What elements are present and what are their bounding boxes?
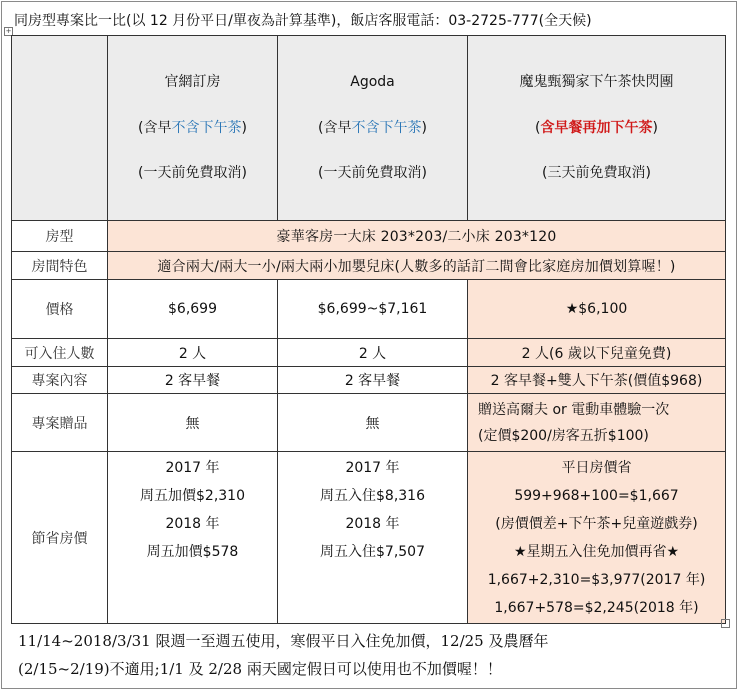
row-savings: [12, 452, 726, 624]
row-features: [12, 252, 726, 280]
header-official: [108, 36, 278, 221]
savings-official: [108, 452, 278, 624]
savings-line: (房價價差+下午茶+兒童遊戲券): [495, 515, 698, 532]
row-label: 專案贈品: [12, 394, 108, 452]
savings-line: 周五加價$2,310: [140, 488, 245, 504]
comparison-table: [11, 35, 726, 624]
cell-end-mark-icon: [721, 619, 730, 628]
savings-line: 周五加價$578: [146, 544, 239, 560]
price-exclusive: ★$6,100: [468, 280, 726, 339]
content-agoda: 2 客早餐: [278, 367, 468, 394]
row-label: 房間特色: [12, 252, 108, 280]
column-name: 魔鬼甄獨家下午茶快閃團: [519, 74, 674, 91]
breakfast-note: (含早不含下午茶): [138, 120, 247, 137]
row-label: 節省房價: [12, 452, 108, 624]
row-label: 專案內容: [12, 367, 108, 394]
cancel-note: (一天前免費取消): [318, 164, 427, 181]
savings-exclusive: [468, 452, 726, 624]
content-exclusive: 2 客早餐+雙人下午茶(價值$968): [468, 367, 726, 394]
intro-text: 同房型專案比一比(以 12 月份平日/單夜為計算基準)，飯店客服電話：03-2725-777(全天候): [14, 13, 592, 29]
header-agoda: [278, 36, 468, 221]
savings-line: 1,667+2,310=$3,977(2017 年): [487, 571, 706, 588]
gift-line: (定價$200/房客五折$100): [478, 427, 649, 444]
row-room-type: [12, 221, 726, 252]
gift-exclusive: [468, 394, 726, 452]
occupancy-agoda: 2 人: [278, 339, 468, 367]
savings-line: ★星期五入住免加價再省★: [513, 543, 680, 560]
content-official: 2 客早餐: [108, 367, 278, 394]
header-row: [12, 36, 726, 221]
breakfast-note: (含早不含下午茶): [318, 120, 427, 137]
row-label: 可入住人數: [12, 339, 108, 367]
cancel-note: (一天前免費取消): [138, 164, 247, 181]
savings-line: 2017 年: [345, 460, 400, 476]
header-empty-cell: [12, 36, 108, 221]
table-move-handle-icon[interactable]: +: [5, 27, 12, 35]
footer-line: 11/14~2018/3/31 限週一至週五使用，寒假平日入住免加價，12/25 及農曆年: [18, 632, 549, 650]
gift-agoda: 無: [278, 394, 468, 452]
occupancy-exclusive: 2 人(6 歲以下兒童免費): [468, 339, 726, 367]
row-label: 房型: [12, 221, 108, 252]
row-gift: [12, 394, 726, 452]
footer-line: (2/15~2/19)不適用;1/1 及 2/28 兩天國定假日可以使用也不加價喔！！: [18, 660, 502, 678]
footer-note: [18, 627, 718, 683]
header-exclusive: [468, 36, 726, 221]
savings-line: 周五入住$7,507: [320, 544, 425, 560]
row-occupancy: [12, 339, 726, 367]
savings-agoda: [278, 452, 468, 624]
savings-line: 周五入住$8,316: [320, 488, 425, 504]
savings-line: 2018 年: [165, 516, 220, 532]
features-value: 適合兩大/兩大一小/兩大兩小加嬰兒床(人數多的話訂二間會比家庭房加價划算喔！): [108, 252, 726, 280]
column-name: Agoda: [350, 74, 395, 91]
row-content: [12, 367, 726, 394]
cancel-note: (三天前免費取消): [542, 164, 651, 181]
gift-official: 無: [108, 394, 278, 452]
room-type-value: 豪華客房一大床 203*203/二小床 203*120: [108, 221, 726, 252]
savings-line: 599+968+100=$1,667: [514, 487, 679, 504]
column-name: 官網訂房: [164, 74, 221, 91]
price-agoda: $6,699~$7,161: [278, 280, 468, 339]
row-price: [12, 280, 726, 339]
gift-line: 贈送高爾夫 or 電動車體驗一次: [478, 401, 670, 418]
savings-line: 1,667+578=$2,245(2018 年): [494, 599, 699, 616]
row-label: 價格: [12, 280, 108, 339]
price-official: $6,699: [108, 280, 278, 339]
savings-line: 2018 年: [345, 516, 400, 532]
savings-line: 2017 年: [165, 460, 220, 476]
breakfast-note: (含早餐再加下午茶): [535, 120, 658, 137]
savings-line: 平日房價省: [561, 459, 632, 476]
occupancy-official: 2 人: [108, 339, 278, 367]
